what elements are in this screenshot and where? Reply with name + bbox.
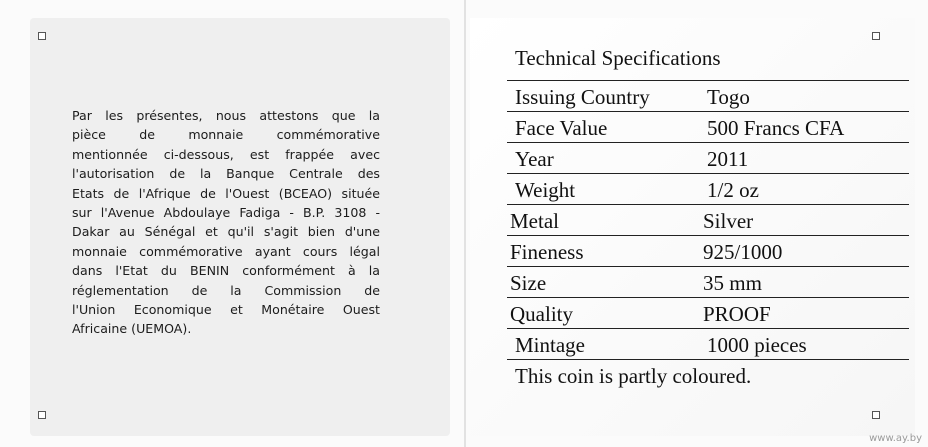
spec-value: 1000 pieces	[707, 333, 807, 357]
spec-value: 2011	[707, 147, 749, 171]
attestation-line: pièce de monnaie commémorative	[72, 127, 380, 143]
attestation-text	[72, 106, 380, 339]
attestation-line: Par les présentes, nous attestons que la	[72, 108, 380, 123]
spec-label: Size	[510, 271, 547, 295]
attestation-line: mentionnée ci-dessous, est frappée avec	[72, 146, 380, 162]
attestation-line: Dakar au Sénégal et qu'il s'agit bien d'une	[72, 224, 380, 240]
corner-mark	[38, 32, 46, 40]
spec-label: Fineness	[510, 240, 584, 264]
spec-label: Mintage	[515, 333, 585, 357]
spec-label: Quality	[510, 302, 573, 326]
spec-label: Issuing Country	[515, 85, 650, 109]
corner-mark	[872, 32, 880, 40]
spec-label: Weight	[515, 178, 576, 202]
spec-row	[507, 204, 909, 235]
spec-label: Metal	[510, 209, 559, 233]
spec-label: Year	[515, 147, 554, 171]
attestation-line: réglementation de la Commission de	[72, 282, 380, 298]
attestation-line: dans l'Etat du BENIN conformément à la	[72, 263, 380, 279]
spec-value: 925/1000	[703, 240, 783, 264]
fold-line	[464, 0, 466, 447]
corner-mark	[38, 411, 46, 419]
attestation-line: Etats de l'Afrique de l'Ouest (BCEAO) située	[72, 185, 380, 201]
spec-table	[507, 80, 909, 360]
spec-value: 35 mm	[703, 271, 762, 295]
spec-value: Togo	[707, 85, 750, 109]
attestation-line: sur l'Avenue Abdoulaye Fadiga - B.P. 3108 -	[72, 205, 380, 221]
attestation-line: l'autorisation de la Banque Centrale des	[72, 166, 380, 182]
spec-row	[507, 173, 909, 204]
spec-value: PROOF	[703, 302, 771, 326]
spec-value: 1/2 oz	[707, 178, 759, 202]
attestation-line: Africaine (UEMOA).	[72, 321, 192, 337]
corner-mark	[872, 411, 880, 419]
spec-note: This coin is partly coloured.	[515, 364, 752, 388]
spec-title: Technical Specifications	[515, 46, 721, 70]
spec-row	[507, 266, 909, 297]
watermark: www.ay.by	[869, 433, 922, 444]
spec-value: Silver	[703, 209, 754, 233]
spec-row	[507, 111, 909, 142]
spec-row	[507, 297, 909, 328]
spec-label: Face Value	[515, 116, 608, 140]
spec-row	[507, 80, 909, 111]
spec-row	[507, 235, 909, 266]
spec-row	[507, 328, 909, 360]
spec-row	[507, 142, 909, 173]
attestation-line: l'Union Economique et Monétaire Ouest	[72, 302, 380, 318]
spec-value: 500 Francs CFA	[707, 116, 845, 140]
attestation-line: monnaie commémorative ayant cours légal	[72, 243, 380, 259]
